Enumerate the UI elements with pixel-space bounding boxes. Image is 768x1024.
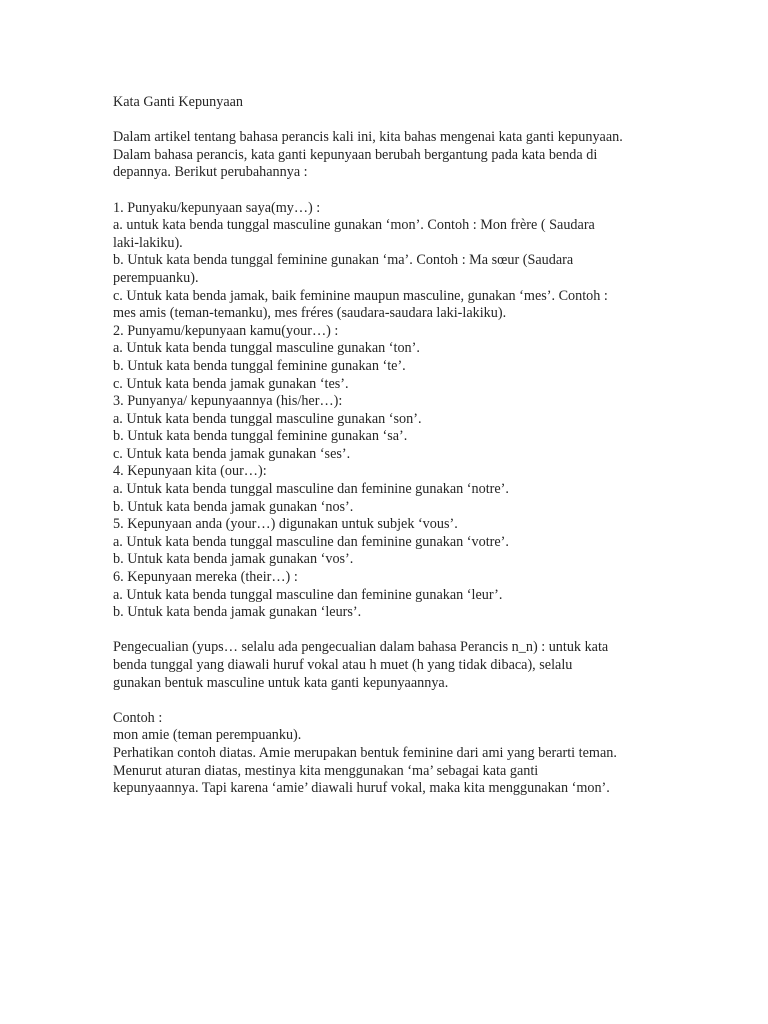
- list-item: b. Untuk kata benda tunggal feminine gunakan ‘sa’.: [113, 428, 408, 445]
- intro-paragraph: [113, 129, 713, 182]
- example-line: Menurut aturan diatas, mestinya kita menggunakan ‘ma’ sebagai kata ganti: [113, 762, 539, 779]
- list-item: 3. Punyanya/ kepunyaannya (his/her…):: [113, 393, 343, 410]
- exception-line: Pengecualian (yups… selalu ada pengecualian dalam bahasa Perancis n_n) : untuk kata: [113, 639, 609, 656]
- example-line: kepunyaannya. Tapi karena ‘amie’ diawali huruf vokal, maka kita menggunakan ‘mon’.: [113, 780, 610, 797]
- intro-line: depannya. Berikut perubahannya :: [113, 164, 308, 181]
- intro-line: Dalam bahasa perancis, kata ganti kepunyaan berubah bergantung pada kata benda di: [113, 146, 598, 163]
- list-item: a. Untuk kata benda tunggal masculine gunakan ‘ton’.: [113, 340, 420, 357]
- list-item: 2. Punyamu/kepunyaan kamu(your…) :: [113, 322, 339, 339]
- example-line: Contoh :: [113, 709, 163, 726]
- list-item: b. Untuk kata benda tunggal feminine gunakan ‘ma’. Contoh : Ma sœur (Saudara: [113, 252, 574, 269]
- example-line: mon amie (teman perempuanku).: [113, 727, 302, 744]
- exception-line: gunakan bentuk masculine untuk kata ganti kepunyaannya.: [113, 674, 449, 691]
- exception-paragraph: [113, 639, 713, 692]
- list-item: a. Untuk kata benda tunggal masculine gunakan ‘son’.: [113, 410, 422, 427]
- list-item: b. Untuk kata benda jamak gunakan ‘nos’.: [113, 498, 354, 515]
- list-item: c. Untuk kata benda jamak gunakan ‘tes’.: [113, 375, 349, 392]
- list-item: b. Untuk kata benda jamak gunakan ‘vos’.: [113, 551, 354, 568]
- list-item: b. Untuk kata benda jamak gunakan ‘leurs’.: [113, 604, 362, 621]
- list-item: a. untuk kata benda tunggal masculine gunakan ‘mon’. Contoh : Mon frère ( Saudara: [113, 217, 595, 234]
- list-item: mes amis (teman-temanku), mes fréres (saudara-saudara laki-lakiku).: [113, 305, 507, 322]
- example-line: Perhatikan contoh diatas. Amie merupakan bentuk feminine dari ami yang berarti teman.: [113, 744, 617, 761]
- document-title: Kata Ganti Kepunyaan: [113, 94, 244, 110]
- list-item: 6. Kepunyaan mereka (their…) :: [113, 569, 298, 586]
- example-paragraph: [113, 710, 713, 798]
- list-item: a. Untuk kata benda tunggal masculine dan feminine gunakan ‘leur’.: [113, 586, 503, 603]
- document-page: [113, 94, 713, 798]
- list-item: b. Untuk kata benda tunggal feminine gunakan ‘te’.: [113, 357, 406, 374]
- intro-line: Dalam artikel tentang bahasa perancis kali ini, kita bahas mengenai kata ganti kepunyaan.: [113, 129, 623, 146]
- list-item: 4. Kepunyaan kita (our…):: [113, 463, 267, 480]
- list-item: a. Untuk kata benda tunggal masculine dan feminine gunakan ‘votre’.: [113, 533, 509, 550]
- list-item: a. Untuk kata benda tunggal masculine dan feminine gunakan ‘notre’.: [113, 481, 509, 498]
- list-item: c. Untuk kata benda jamak gunakan ‘ses’.: [113, 445, 351, 462]
- list-item: perempuanku).: [113, 269, 199, 286]
- list-item: c. Untuk kata benda jamak, baik feminine maupun masculine, gunakan ‘mes’. Contoh :: [113, 287, 608, 304]
- pronoun-list: [113, 200, 713, 622]
- list-item: laki-lakiku).: [113, 234, 183, 251]
- exception-line: benda tunggal yang diawali huruf vokal atau h muet (h yang tidak dibaca), selalu: [113, 657, 573, 673]
- list-item: 1. Punyaku/kepunyaan saya(my…) :: [113, 199, 321, 216]
- list-item: 5. Kepunyaan anda (your…) digunakan untuk subjek ‘vous’.: [113, 516, 458, 533]
